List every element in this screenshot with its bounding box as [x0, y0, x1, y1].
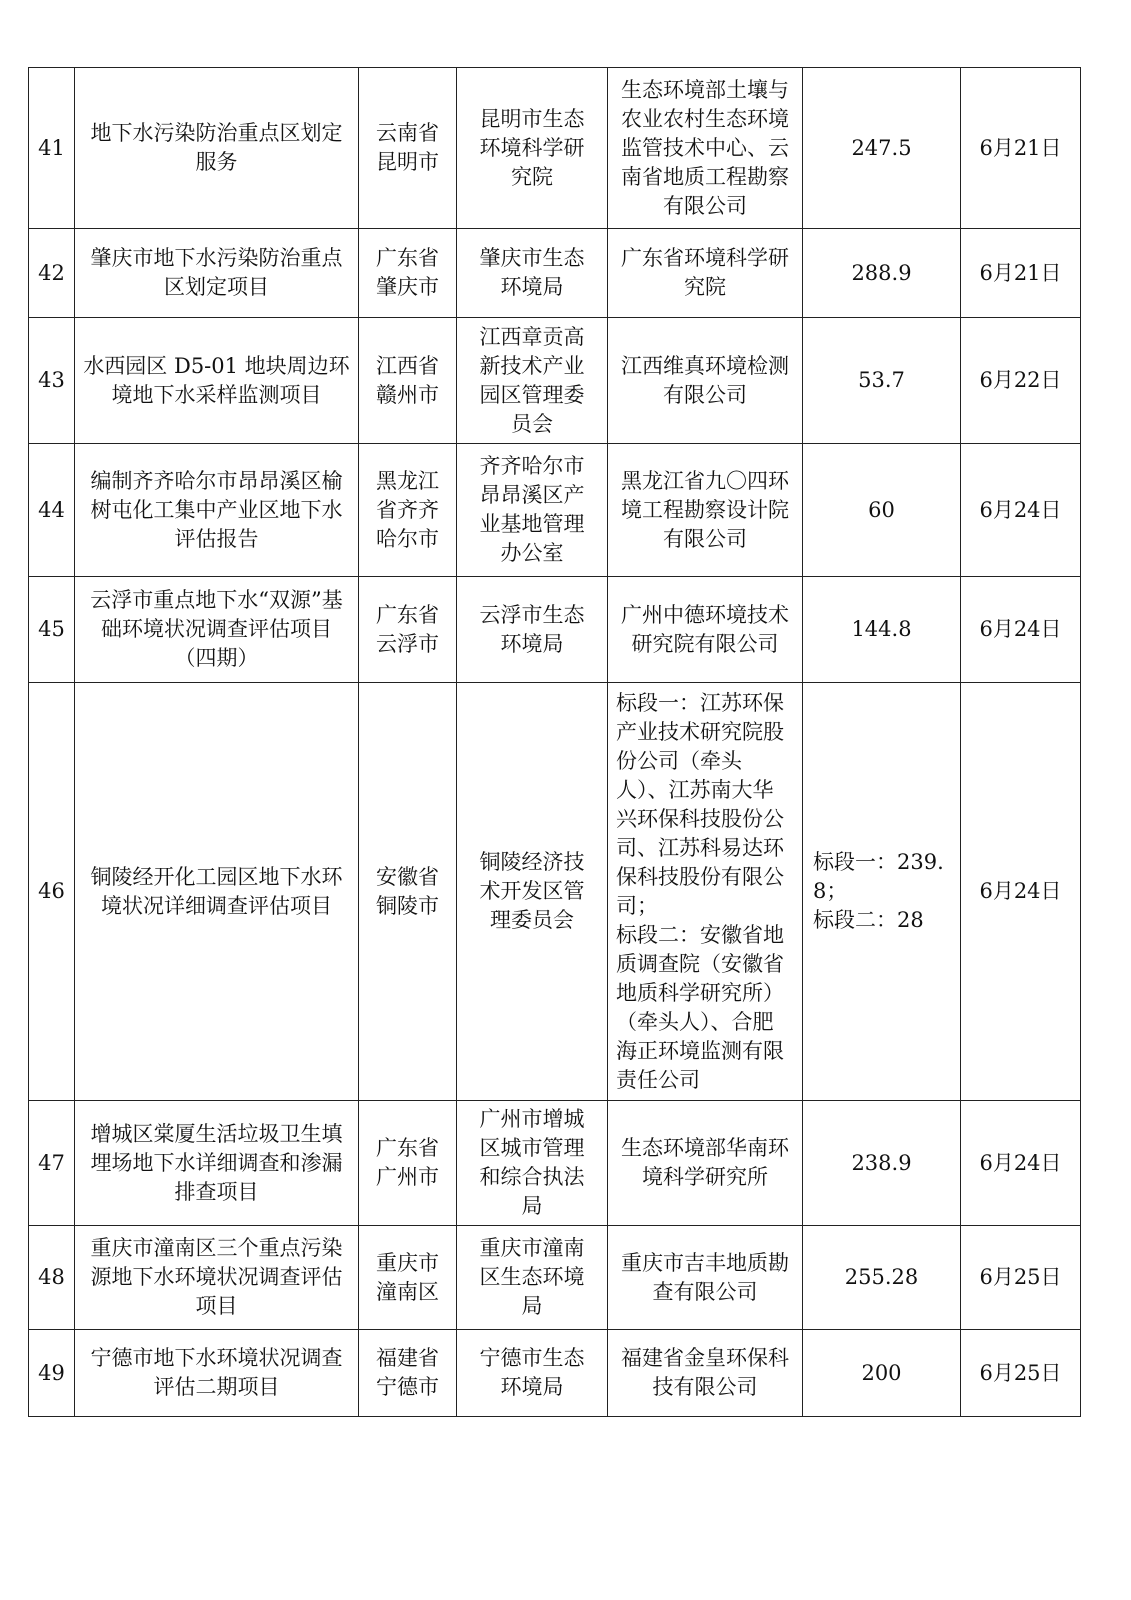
row-number: 46 [29, 683, 75, 1101]
project-region: 重庆市潼南区 [359, 1226, 457, 1330]
project-region: 福建省宁德市 [359, 1330, 457, 1417]
contract-amount: 53.7 [803, 318, 961, 444]
contractor-lot-2: 标段二：安徽省地质调查院（安徽省地质科学研究所）（牵头人）、合肥海正环境监测有限责任公司 [616, 922, 784, 1092]
contractor: 生态环境部土壤与农业农村生态环境监管技术中心、云南省地质工程勘察有限公司 [608, 68, 803, 229]
project-name: 重庆市潼南区三个重点污染源地下水环境状况调查评估项目 [75, 1226, 359, 1330]
project-region: 广东省广州市 [359, 1101, 457, 1226]
contract-amount: 288.9 [803, 229, 961, 318]
contract-amount [803, 683, 961, 1101]
award-date: 6月21日 [961, 229, 1081, 318]
table-row [29, 1330, 1081, 1417]
table-row [29, 1101, 1081, 1226]
table-row [29, 318, 1081, 444]
award-date: 6月24日 [961, 444, 1081, 577]
row-number: 41 [29, 68, 75, 229]
row-number: 48 [29, 1226, 75, 1330]
project-name: 地下水污染防治重点区划定服务 [75, 68, 359, 229]
contractor: 重庆市吉丰地质勘查有限公司 [608, 1226, 803, 1330]
contract-amount: 247.5 [803, 68, 961, 229]
project-region: 安徽省铜陵市 [359, 683, 457, 1101]
project-owner: 宁德市生态环境局 [457, 1330, 608, 1417]
row-number: 44 [29, 444, 75, 577]
contractor [608, 683, 803, 1101]
contract-amount: 238.9 [803, 1101, 961, 1226]
award-date: 6月25日 [961, 1226, 1081, 1330]
project-region: 江西省赣州市 [359, 318, 457, 444]
table-row [29, 68, 1081, 229]
award-date: 6月24日 [961, 683, 1081, 1101]
award-date: 6月24日 [961, 577, 1081, 683]
amount-lot-1: 标段一：239.8； [813, 850, 944, 903]
project-region: 广东省云浮市 [359, 577, 457, 683]
table-row [29, 577, 1081, 683]
award-date: 6月21日 [961, 68, 1081, 229]
contractor: 广东省环境科学研究院 [608, 229, 803, 318]
project-name: 云浮市重点地下水“双源”基础环境状况调查评估项目（四期） [75, 577, 359, 683]
row-number: 49 [29, 1330, 75, 1417]
award-date: 6月25日 [961, 1330, 1081, 1417]
project-region: 黑龙江省齐齐哈尔市 [359, 444, 457, 577]
project-owner: 齐齐哈尔市昂昂溪区产业基地管理办公室 [457, 444, 608, 577]
amount-lot-2: 标段二：28 [813, 908, 924, 932]
project-owner: 昆明市生态环境科学研究院 [457, 68, 608, 229]
contractor: 江西维真环境检测有限公司 [608, 318, 803, 444]
project-table-page [28, 67, 1080, 1417]
project-region: 云南省昆明市 [359, 68, 457, 229]
table-row [29, 683, 1081, 1101]
contractor: 福建省金皇环保科技有限公司 [608, 1330, 803, 1417]
row-number: 45 [29, 577, 75, 683]
contract-amount: 60 [803, 444, 961, 577]
contract-amount: 255.28 [803, 1226, 961, 1330]
project-name: 肇庆市地下水污染防治重点区划定项目 [75, 229, 359, 318]
project-owner: 江西章贡高新技术产业园区管理委员会 [457, 318, 608, 444]
award-date: 6月22日 [961, 318, 1081, 444]
project-table [28, 67, 1081, 1417]
table-row [29, 444, 1081, 577]
project-owner: 重庆市潼南区生态环境局 [457, 1226, 608, 1330]
project-owner: 肇庆市生态环境局 [457, 229, 608, 318]
contractor: 生态环境部华南环境科学研究所 [608, 1101, 803, 1226]
project-owner: 云浮市生态环境局 [457, 577, 608, 683]
project-name: 增城区棠厦生活垃圾卫生填埋场地下水详细调查和渗漏排查项目 [75, 1101, 359, 1226]
table-row [29, 229, 1081, 318]
row-number: 47 [29, 1101, 75, 1226]
contract-amount: 200 [803, 1330, 961, 1417]
project-name: 宁德市地下水环境状况调查评估二期项目 [75, 1330, 359, 1417]
project-region: 广东省肇庆市 [359, 229, 457, 318]
project-name: 水西园区 D5-01 地块周边环境地下水采样监测项目 [75, 318, 359, 444]
row-number: 43 [29, 318, 75, 444]
contractor-lot-1: 标段一：江苏环保产业技术研究院股份公司（牵头人）、江苏南大华兴环保科技股份公司、江苏科易达环保科技股份有限公司； [616, 690, 784, 918]
table-row [29, 1226, 1081, 1330]
project-name: 编制齐齐哈尔市昂昂溪区榆树屯化工集中产业区地下水评估报告 [75, 444, 359, 577]
contractor: 广州中德环境技术研究院有限公司 [608, 577, 803, 683]
award-date: 6月24日 [961, 1101, 1081, 1226]
contractor: 黑龙江省九〇四环境工程勘察设计院有限公司 [608, 444, 803, 577]
project-name: 铜陵经开化工园区地下水环境状况详细调查评估项目 [75, 683, 359, 1101]
contract-amount: 144.8 [803, 577, 961, 683]
project-owner: 铜陵经济技术开发区管理委员会 [457, 683, 608, 1101]
row-number: 42 [29, 229, 75, 318]
project-owner: 广州市增城区城市管理和综合执法局 [457, 1101, 608, 1226]
